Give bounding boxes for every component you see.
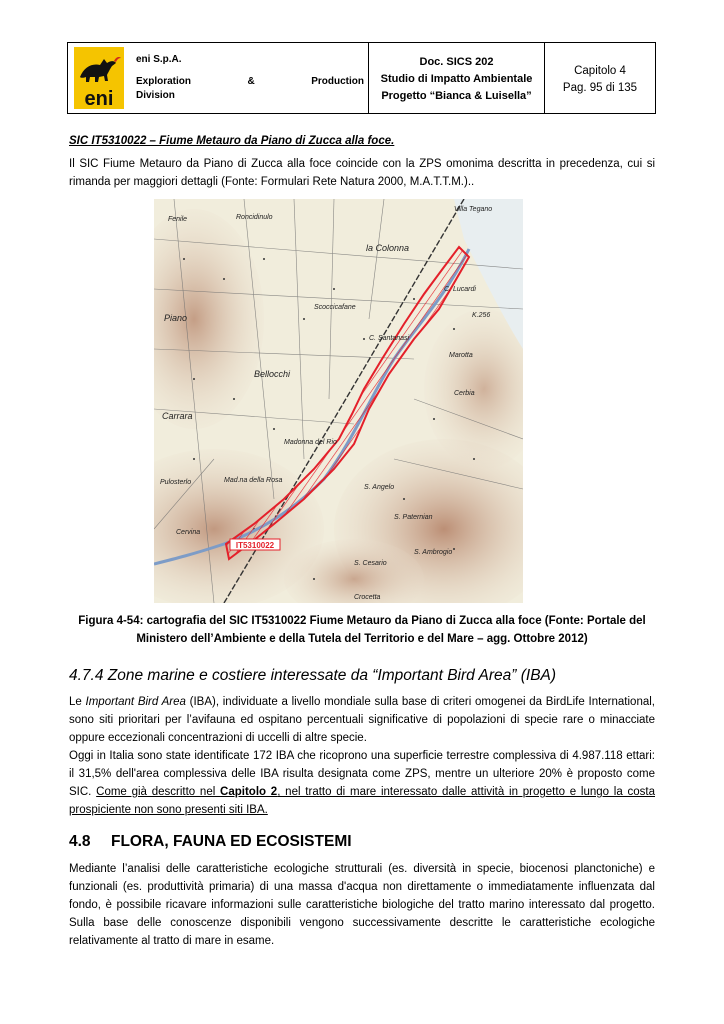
chapter-label: Capitolo 4 (574, 65, 626, 77)
flora-fauna-paragraph: Mediante l’analisi delle caratteristiche ecologiche strutturali (es. diversità in specie, biocenosi planctoniche) e funzionali (es. produttività primaria) di una massa d'acqua non direttamente o immediatamente influenzata dal fondo, è possibile ricavare informazioni sulle caratteristiche biologiche del tratto marino interessato dal progetto. Sulla base delle conoscenze disponibili vengono successivamente descritte le caratteristiche ecologiche relativamente al tratto di mare in esame. (69, 863, 655, 947)
map-label: Carrara (162, 411, 193, 421)
doc-code: Doc. SICS 202 (419, 56, 494, 68)
text-run: (IBA), individuate a livello mondiale sulla base di criteri omogenei da BirdLife International, sono siti prioritari per l’avifauna ed ospitano percentuali significative di popolazioni di specie rare o minacciate oppure eccezionali concentrazioni di uccelli di altre specie. (69, 696, 655, 744)
map-label: S. Angelo (364, 484, 395, 491)
sic-title (69, 132, 655, 150)
iba-paragraph-2 (69, 747, 655, 819)
section-heading-4-7-4: 4.7.4 Zone marine e costiere interessate da “Important Bird Area” (IBA) (69, 667, 557, 684)
map-label: Villa Tegano (454, 206, 493, 213)
section-number: 4.8 (69, 833, 91, 850)
topographic-map (154, 199, 523, 603)
page-number: Pag. 95 di 135 (562, 82, 638, 94)
map-label: Marotta (449, 352, 473, 359)
map-label: Cerbia (454, 390, 475, 397)
division-word-3: Division (136, 90, 175, 101)
division-row (136, 75, 364, 89)
map-label: Cervina (176, 529, 201, 536)
figure-caption: Figura 4-54: cartografia del SIC IT5310022 Fiume Metauro da Piano di Zucca alla foce (Fonte: Portale del Ministero dell’Ambiente e della Tutela del Territorio e del Mare – agg. Ottobre 2012) (78, 615, 646, 645)
division-word-1: Exploration (136, 76, 192, 87)
map-label: S. Ambrogio (414, 549, 453, 556)
map-label: K.256 (472, 312, 491, 319)
map-label: Piano (164, 313, 188, 323)
text-run: Oggi in Italia sono state identificate 172 IBA che ricoprono una superficie terrestre complessiva di 4.987.118 ettari: il 31,5% dell'area complessiva delle IBA risulta designata come ZPS, mentre un ulteriore 20% è proposto come SIC. (69, 750, 655, 798)
sic-description: Il SIC Fiume Metauro da Piano di Zucca alla foce coincide con la ZPS omonima descritta in precedenza, cui si rimanda per maggiori dettagli (Fonte: Formulari Rete Natura 2000, M.A.T.T.M.).. (69, 158, 655, 188)
division-word-2: Production (311, 76, 364, 87)
company-name: eni S.p.A. (136, 54, 182, 65)
map-label: Fenile (168, 216, 188, 223)
eni-dog-logo-icon (74, 47, 124, 109)
text-run-underlined: Come già descritto nel (96, 786, 221, 798)
page-header (67, 42, 656, 114)
text-run-underlined: , nel tratto di mare interessato dalle attività in progetto e lungo la costa prospiciente non sono presenti siti IBA. (69, 786, 656, 816)
map-label: Pulosterlo (160, 479, 192, 486)
svg-text:eni: eni (84, 88, 114, 109)
company-block (130, 43, 369, 113)
division-amp: & (247, 76, 255, 87)
chapter-reference: Capitolo 2 (220, 786, 278, 798)
map-label: Madonna del Rio (284, 439, 337, 446)
map-label: Crocetta (354, 594, 381, 601)
text-run-italic: Important Bird Area (85, 696, 186, 708)
doc-project: Progetto “Bianca & Luisella” (381, 90, 532, 102)
section-title: FLORA, FAUNA ED ECOSISTEMI (111, 833, 352, 850)
text-run: Le (69, 696, 86, 708)
map-label: Roncidinulo (236, 214, 273, 221)
map-label: C. Santanasi (369, 335, 410, 342)
map-label: la Colonna (366, 243, 410, 253)
map-label: Scoccicafane (314, 304, 356, 311)
doc-type: Studio di Impatto Ambientale (380, 73, 533, 85)
map-label: C. Lucardi (444, 286, 476, 293)
chapter-block (545, 43, 655, 113)
eni-logo (68, 43, 130, 113)
map-label: S. Cesario (354, 560, 387, 567)
iba-paragraph-1 (69, 693, 655, 747)
map-label: Bellocchi (254, 369, 291, 379)
map-label: S. Paternian (394, 514, 433, 521)
sic-map-figure (154, 199, 523, 603)
sic-title-text: SIC IT5310022 – Fiume Metauro da Piano di Zucca alla foce. (69, 135, 395, 147)
map-label: Mad.na della Rosa (224, 477, 283, 484)
section-heading-4-8 (69, 833, 352, 851)
site-code-label: IT5310022 (235, 541, 275, 550)
document-block (369, 43, 545, 113)
